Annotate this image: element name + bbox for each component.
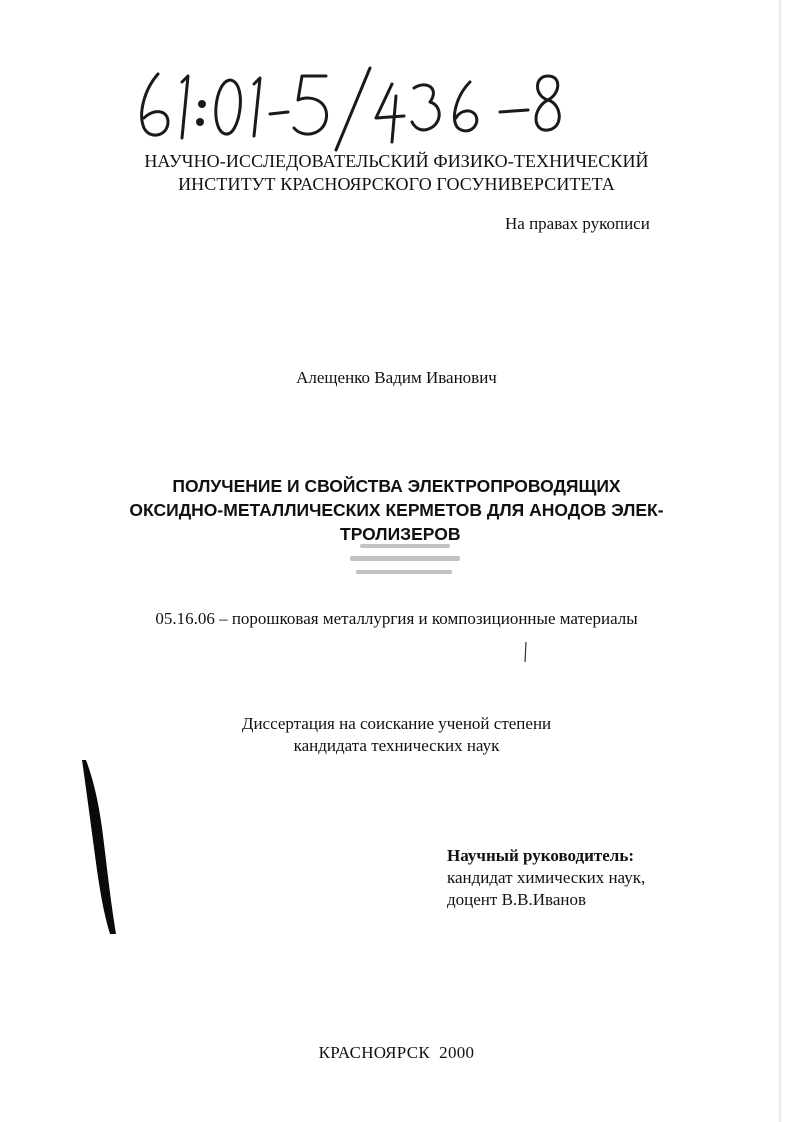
specialty-code: 05.16.06 – порошковая металлургия и композиционные материалы [155, 609, 638, 628]
title-line-2: ОКСИДНО-МЕТАЛЛИЧЕСКИХ КЕРМЕТОВ ДЛЯ АНОДОВ ЭЛЕК- [129, 500, 664, 520]
margin-ink-mark [76, 758, 116, 938]
institute-line-2: ИНСТИТУТ КРАСНОЯРСКОГО ГОСУНИВЕРСИТЕТА [178, 174, 615, 194]
scan-edge-line [778, 0, 782, 1122]
pen-tick-mark [522, 640, 530, 664]
supervisor-heading: Научный руководитель: [447, 846, 634, 865]
faded-stamp [340, 538, 480, 588]
dissertation-line-1: Диссертация на соискание ученой степени [241, 714, 552, 733]
institute-line-1: НАУЧНО-ИССЛЕДОВАТЕЛЬСКИЙ ФИЗИКО-ТЕХНИЧЕСКИЙ [144, 151, 649, 171]
city-year: КРАСНОЯРСК 2000 [318, 1043, 475, 1062]
handwritten-archive-number [130, 62, 590, 152]
dissertation-line-2: кандидата технических наук [293, 736, 500, 755]
supervisor-name: доцент В.В.Иванов [447, 890, 586, 909]
supervisor-degree: кандидат химических наук, [447, 868, 646, 887]
title-line-3: ТРОЛИЗЕРОВ [340, 524, 461, 544]
author-name: Алещенко Вадим Иванович [296, 368, 497, 387]
title-line-1: ПОЛУЧЕНИЕ И СВОЙСТВА ЭЛЕКТРОПРОВОДЯЩИХ [172, 476, 621, 496]
supervisor-block [447, 845, 645, 911]
rights-note: На правах рукописи [505, 214, 650, 233]
